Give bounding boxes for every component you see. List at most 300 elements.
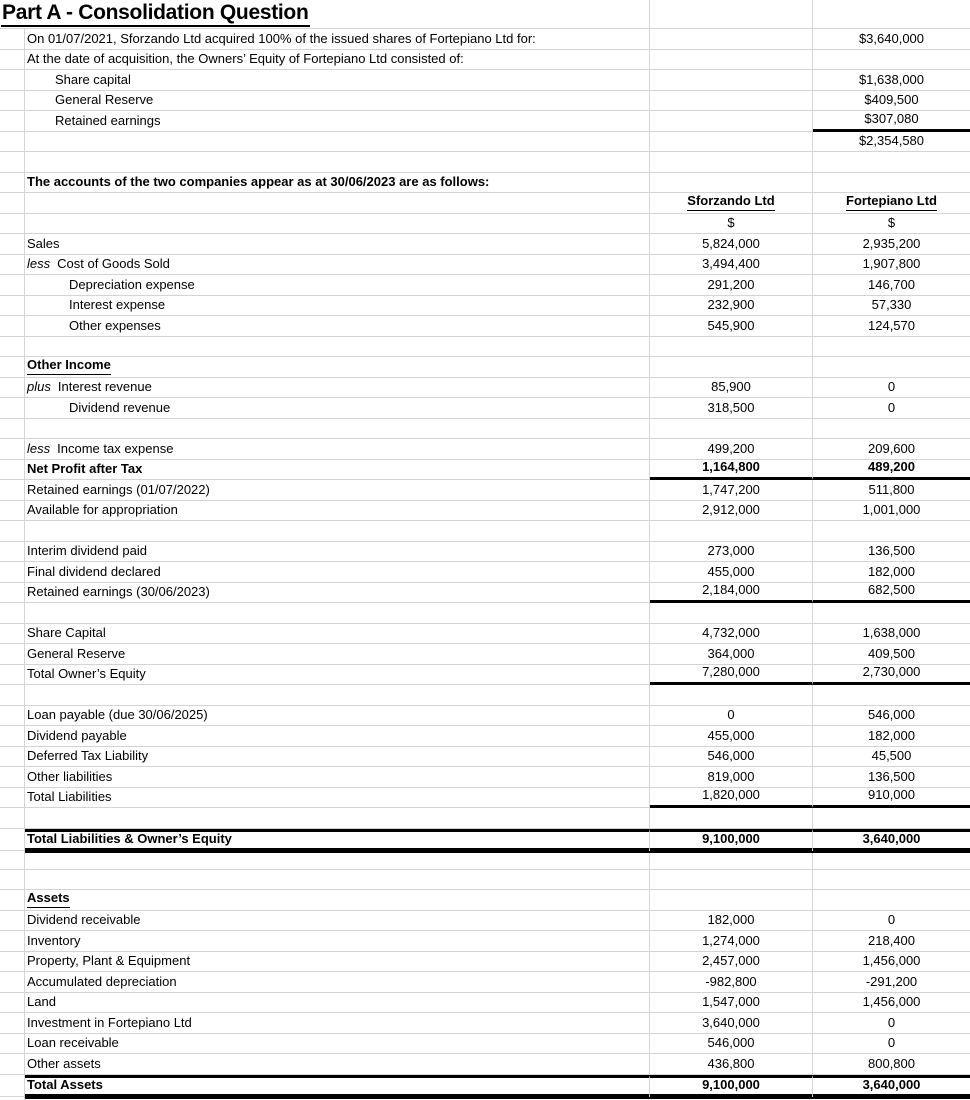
fortepiano-value-cell — [813, 460, 970, 481]
fortepiano-value-cell — [813, 644, 970, 665]
sforzando-value: 546,000 — [707, 748, 755, 764]
sforzando-value-cell — [650, 193, 813, 214]
table-row — [0, 890, 970, 911]
table-row — [0, 214, 970, 235]
sforzando-value-cell — [650, 480, 813, 501]
col-a-cell — [0, 726, 25, 747]
sforzando-value-cell — [650, 1075, 813, 1098]
col-a-cell — [0, 767, 25, 788]
fortepiano-value: 124,570 — [868, 317, 915, 333]
sforzando-value: 0 — [727, 707, 735, 723]
table-row — [0, 952, 970, 973]
sforzando-value: 3,640,000 — [702, 1014, 760, 1030]
table-row — [0, 747, 970, 768]
row-label: Dividend receivable — [27, 912, 141, 928]
sforzando-value: 1,547,000 — [702, 994, 760, 1010]
row-label-cell — [25, 255, 650, 276]
fortepiano-value: $409,500 — [864, 92, 919, 108]
fortepiano-value-cell — [813, 583, 970, 604]
table-row — [0, 788, 970, 809]
table-row — [0, 337, 970, 358]
col-a-cell — [0, 1095, 25, 1100]
table-row — [0, 91, 970, 112]
row-label: General Reserve — [55, 92, 154, 108]
col-a-cell — [0, 931, 25, 952]
sforzando-value-cell — [650, 870, 813, 891]
row-label: Income tax expense — [57, 440, 174, 456]
sforzando-value-cell — [650, 747, 813, 768]
fortepiano-value: Fortepiano Ltd — [846, 194, 937, 211]
fortepiano-value-cell — [813, 91, 970, 112]
fortepiano-value-cell — [813, 1034, 970, 1055]
empty-cell — [813, 0, 970, 29]
sforzando-value: 364,000 — [707, 645, 755, 661]
fortepiano-value-cell — [813, 726, 970, 747]
sforzando-value-cell — [650, 706, 813, 727]
col-a-cell — [0, 1013, 25, 1034]
sforzando-value: 1,274,000 — [702, 932, 760, 948]
sforzando-value: 1,164,800 — [702, 459, 760, 475]
sforzando-value: 318,500 — [707, 399, 755, 415]
fortepiano-value-cell — [813, 111, 970, 132]
sforzando-value-cell — [650, 767, 813, 788]
col-a-cell — [0, 706, 25, 727]
sforzando-value-cell — [650, 665, 813, 686]
table-row — [0, 419, 970, 440]
table-row — [0, 583, 970, 604]
fortepiano-value: 910,000 — [868, 787, 915, 803]
fortepiano-value-cell — [813, 911, 970, 932]
row-label-cell — [25, 1054, 650, 1075]
row-label-cell — [25, 91, 650, 112]
fortepiano-value-cell — [813, 747, 970, 768]
row-label-cell — [25, 357, 650, 378]
row-label-cell — [25, 890, 650, 911]
empty-cell — [650, 0, 813, 29]
row-label: Inventory — [27, 932, 81, 948]
fortepiano-value: 800,800 — [868, 1055, 915, 1071]
row-label: Total Assets — [27, 1076, 103, 1092]
row-label-cell — [25, 501, 650, 522]
row-label-cell — [25, 50, 650, 71]
row-label: Final dividend declared — [27, 563, 161, 579]
row-label-cell — [25, 234, 650, 255]
row-label-cell — [25, 665, 650, 686]
sforzando-value: 232,900 — [707, 297, 755, 313]
sforzando-value-cell — [650, 808, 813, 829]
row-label: Share capital — [55, 71, 131, 87]
sforzando-value: 9,100,000 — [702, 830, 760, 846]
row-label-cell — [25, 29, 650, 50]
fortepiano-value-cell — [813, 214, 970, 235]
fortepiano-value-cell — [813, 931, 970, 952]
col-a-cell — [0, 829, 25, 852]
sforzando-value-cell — [650, 439, 813, 460]
table-row — [0, 685, 970, 706]
row-label-cell — [25, 993, 650, 1014]
fortepiano-value-cell — [813, 275, 970, 296]
fortepiano-value: 1,001,000 — [862, 502, 921, 518]
sforzando-value-cell — [650, 275, 813, 296]
sforzando-value-cell — [650, 726, 813, 747]
col-a-cell — [0, 685, 25, 706]
fortepiano-value-cell — [813, 788, 970, 809]
row-label-cell — [25, 193, 650, 214]
table-row — [0, 521, 970, 542]
table-row — [0, 1054, 970, 1075]
col-a-cell — [0, 173, 25, 194]
row-label: Other liabilities — [27, 768, 113, 784]
row-label: Total Owner’s Equity — [27, 666, 146, 682]
col-a-cell — [0, 972, 25, 993]
col-a-cell — [0, 747, 25, 768]
col-a-cell — [0, 132, 25, 153]
table-row — [0, 706, 970, 727]
fortepiano-value: $1,638,000 — [858, 71, 925, 87]
sforzando-value-cell — [650, 501, 813, 522]
fortepiano-value-cell — [813, 173, 970, 194]
table-row — [0, 111, 970, 132]
row-label: Interest revenue — [57, 379, 152, 395]
table-row — [0, 870, 970, 891]
col-a-cell — [0, 665, 25, 686]
col-a-cell — [0, 337, 25, 358]
table-row — [0, 255, 970, 276]
row-label-cell — [25, 439, 650, 460]
col-a-cell — [0, 808, 25, 829]
table-row — [0, 275, 970, 296]
fortepiano-value: 136,500 — [868, 543, 915, 559]
row-label: Accumulated depreciation — [27, 973, 177, 989]
fortepiano-value-cell — [813, 624, 970, 645]
sforzando-value-cell — [650, 788, 813, 809]
row-label-cell — [25, 788, 650, 809]
row-label: Total Liabilities & Owner’s Equity — [27, 830, 232, 846]
table-row — [0, 1013, 970, 1034]
sforzando-value: 3,494,400 — [702, 256, 760, 272]
row-label: Dividend payable — [27, 727, 127, 743]
table-row — [0, 460, 970, 481]
fortepiano-value-cell — [813, 193, 970, 214]
col-a-cell — [0, 603, 25, 624]
row-label-cell — [25, 419, 650, 440]
col-a-cell — [0, 1034, 25, 1055]
fortepiano-value-cell — [813, 296, 970, 317]
row-label-cell — [25, 644, 650, 665]
col-a-cell — [0, 849, 25, 870]
fortepiano-value: 2,730,000 — [862, 664, 921, 680]
fortepiano-value-cell — [813, 562, 970, 583]
table-row — [0, 665, 970, 686]
col-a-cell — [0, 214, 25, 235]
row-label-cell — [25, 398, 650, 419]
sforzando-value-cell — [650, 378, 813, 399]
col-a-cell — [0, 890, 25, 911]
row-label: Loan receivable — [27, 1035, 119, 1051]
col-a-cell — [0, 111, 25, 132]
fortepiano-value-cell — [813, 603, 970, 624]
row-label: On 01/07/2021, Sforzando Ltd acquired 100% of the issued shares of Fortepiano Ltd for: — [27, 30, 536, 46]
col-a-cell — [0, 993, 25, 1014]
fortepiano-value-cell — [813, 70, 970, 91]
fortepiano-value: 3,640,000 — [862, 1076, 921, 1092]
col-a-cell — [0, 378, 25, 399]
row-label-cell — [25, 726, 650, 747]
col-a-cell — [0, 398, 25, 419]
row-label-cell — [25, 1075, 650, 1098]
table-row — [0, 50, 970, 71]
row-label: Interest expense — [69, 297, 166, 313]
sforzando-value-cell — [650, 234, 813, 255]
table-row — [0, 726, 970, 747]
sforzando-value: 455,000 — [707, 727, 755, 743]
sforzando-value-cell — [650, 70, 813, 91]
sforzando-value-cell — [650, 583, 813, 604]
fortepiano-value: 511,800 — [868, 481, 915, 497]
sforzando-value-cell — [650, 542, 813, 563]
row-label: Retained earnings — [55, 112, 161, 128]
table-row — [0, 439, 970, 460]
sforzando-value-cell — [650, 152, 813, 173]
table-row — [0, 193, 970, 214]
col-a-cell — [0, 1054, 25, 1075]
row-label: Assets — [27, 891, 70, 908]
col-a-cell — [0, 870, 25, 891]
col-a-cell — [0, 419, 25, 440]
fortepiano-value-cell — [813, 706, 970, 727]
table-row — [0, 398, 970, 419]
row-label: General Reserve — [27, 645, 126, 661]
col-a-cell — [0, 29, 25, 50]
row-label: Deferred Tax Liability — [27, 748, 149, 764]
col-a-cell — [0, 624, 25, 645]
row-label-cell — [25, 70, 650, 91]
row-label-cell — [25, 173, 650, 194]
sforzando-value-cell — [650, 173, 813, 194]
fortepiano-value-cell — [813, 50, 970, 71]
fortepiano-value-cell — [813, 665, 970, 686]
sforzando-value: 499,200 — [707, 440, 755, 456]
sforzando-value-cell — [650, 419, 813, 440]
row-label-cell — [25, 132, 650, 153]
col-a-cell — [0, 439, 25, 460]
sforzando-value: 291,200 — [707, 276, 755, 292]
col-a-cell — [0, 70, 25, 91]
fortepiano-value: 1,456,000 — [862, 994, 921, 1010]
table-row — [0, 152, 970, 173]
row-label-cell — [25, 152, 650, 173]
table-row — [0, 501, 970, 522]
table-row — [0, 931, 970, 952]
row-label-cell — [25, 480, 650, 501]
label-prefix: plus — [27, 379, 51, 395]
title-row — [0, 0, 970, 29]
label-prefix: less — [27, 256, 51, 272]
fortepiano-value-cell — [813, 1075, 970, 1098]
table-row — [0, 1075, 970, 1096]
fortepiano-value: 182,000 — [868, 563, 915, 579]
fortepiano-value-cell — [813, 152, 970, 173]
fortepiano-value-cell — [813, 255, 970, 276]
table-row — [0, 173, 970, 194]
table-row — [0, 70, 970, 91]
table-row — [0, 972, 970, 993]
sforzando-value: 7,280,000 — [702, 664, 760, 680]
fortepiano-value: 146,700 — [868, 276, 915, 292]
row-label-cell — [25, 562, 650, 583]
table-row — [0, 644, 970, 665]
fortepiano-value-cell — [813, 316, 970, 337]
sforzando-value: 436,800 — [707, 1055, 755, 1071]
fortepiano-value: 218,400 — [868, 932, 915, 948]
row-label-cell — [25, 624, 650, 645]
sforzando-value: 819,000 — [707, 768, 755, 784]
col-a-cell — [0, 501, 25, 522]
sforzando-value-cell — [650, 460, 813, 481]
fortepiano-value-cell — [813, 870, 970, 891]
fortepiano-value: 0 — [887, 399, 896, 415]
fortepiano-value: 1,456,000 — [862, 953, 921, 969]
col-a-cell — [0, 542, 25, 563]
row-label-cell — [25, 214, 650, 235]
sforzando-value-cell — [650, 1054, 813, 1075]
col-a-cell — [0, 296, 25, 317]
row-label: At the date of acquisition, the Owners’ Equity of Fortepiano Ltd consisted of: — [27, 51, 464, 67]
col-a-cell — [0, 562, 25, 583]
sforzando-value-cell — [650, 603, 813, 624]
sforzando-value-cell — [650, 29, 813, 50]
sforzando-value-cell — [650, 398, 813, 419]
fortepiano-value-cell — [813, 1054, 970, 1075]
sforzando-value-cell — [650, 829, 813, 852]
row-label: Available for appropriation — [27, 502, 178, 518]
row-label: Share Capital — [27, 625, 106, 641]
col-a-cell — [0, 50, 25, 71]
row-label: Retained earnings (01/07/2022) — [27, 481, 210, 497]
fortepiano-value: 0 — [887, 379, 896, 395]
col-a-cell — [0, 234, 25, 255]
col-a-cell — [0, 480, 25, 501]
row-label: Interim dividend paid — [27, 543, 147, 559]
col-a-cell — [0, 644, 25, 665]
sforzando-value-cell — [650, 357, 813, 378]
table-row — [0, 29, 970, 50]
row-label-cell — [25, 952, 650, 973]
fortepiano-value-cell — [813, 952, 970, 973]
row-label-cell — [25, 808, 650, 829]
sforzando-value-cell — [650, 91, 813, 112]
sforzando-value-cell — [650, 296, 813, 317]
fortepiano-value: 2,935,200 — [862, 235, 921, 251]
sforzando-value: 4,732,000 — [702, 625, 760, 641]
row-label: Other assets — [27, 1055, 101, 1071]
row-label-cell — [25, 911, 650, 932]
row-label-cell — [25, 316, 650, 337]
fortepiano-value-cell — [813, 398, 970, 419]
fortepiano-value-cell — [813, 29, 970, 50]
fortepiano-value: 57,330 — [871, 297, 912, 313]
col-a-cell — [0, 91, 25, 112]
fortepiano-value-cell — [813, 767, 970, 788]
col-a-cell — [0, 460, 25, 481]
fortepiano-value-cell — [813, 829, 970, 852]
row-label-cell — [25, 747, 650, 768]
table-row — [0, 296, 970, 317]
row-label-cell — [25, 583, 650, 604]
label-prefix: less — [27, 440, 51, 456]
sforzando-value: 5,824,000 — [702, 235, 760, 251]
sforzando-value-cell — [650, 50, 813, 71]
row-label-cell — [25, 706, 650, 727]
col-a-cell — [0, 521, 25, 542]
row-label: Total Liabilities — [27, 789, 112, 805]
sforzando-value-cell — [650, 337, 813, 358]
table-row — [0, 829, 970, 850]
sforzando-value: 546,000 — [707, 1035, 755, 1051]
col-a-cell — [0, 357, 25, 378]
col-a-cell — [0, 316, 25, 337]
row-label: The accounts of the two companies appear as at 30/06/2023 are as follows: — [27, 174, 490, 190]
row-label-cell — [25, 931, 650, 952]
row-label-cell — [25, 111, 650, 132]
sforzando-value-cell — [650, 521, 813, 542]
row-label: Other Income — [27, 358, 111, 375]
sforzando-value: 2,912,000 — [702, 502, 760, 518]
row-label: Cost of Goods Sold — [57, 256, 170, 272]
col-a-cell — [0, 152, 25, 173]
row-label: Other expenses — [69, 317, 161, 333]
sforzando-value-cell — [650, 562, 813, 583]
col-a-cell — [0, 583, 25, 604]
fortepiano-value-cell — [813, 890, 970, 911]
title-cell — [0, 0, 650, 29]
sforzando-value-cell — [650, 644, 813, 665]
col-a-cell — [0, 911, 25, 932]
row-label: Loan payable (due 30/06/2025) — [27, 707, 208, 723]
fortepiano-value: 0 — [887, 1035, 896, 1051]
fortepiano-value: 136,500 — [868, 768, 915, 784]
fortepiano-value: 0 — [887, 912, 896, 928]
row-label-cell — [25, 275, 650, 296]
col-a-cell — [0, 952, 25, 973]
sforzando-value: 545,900 — [707, 317, 755, 333]
fortepiano-value: 409,500 — [868, 645, 915, 661]
row-label: Property, Plant & Equipment — [27, 953, 191, 969]
row-label: Retained earnings (30/06/2023) — [27, 584, 210, 600]
fortepiano-value-cell — [813, 357, 970, 378]
fortepiano-value-cell — [813, 501, 970, 522]
fortepiano-value: $3,640,000 — [858, 30, 925, 46]
fortepiano-value: 546,000 — [868, 707, 915, 723]
sforzando-value-cell — [650, 993, 813, 1014]
row-label-cell — [25, 870, 650, 891]
row-label-cell — [25, 767, 650, 788]
fortepiano-value-cell — [813, 808, 970, 829]
row-label-cell — [25, 685, 650, 706]
table-row — [0, 480, 970, 501]
row-label-cell — [25, 972, 650, 993]
table-row — [0, 316, 970, 337]
fortepiano-value-cell — [813, 337, 970, 358]
fortepiano-value-cell — [813, 132, 970, 153]
row-label-cell — [25, 1034, 650, 1055]
sforzando-value: $ — [727, 215, 735, 231]
table-row — [0, 562, 970, 583]
table-row — [0, 132, 970, 153]
sforzando-value-cell — [650, 931, 813, 952]
fortepiano-value: -291,200 — [865, 973, 918, 989]
sforzando-value-cell — [650, 911, 813, 932]
